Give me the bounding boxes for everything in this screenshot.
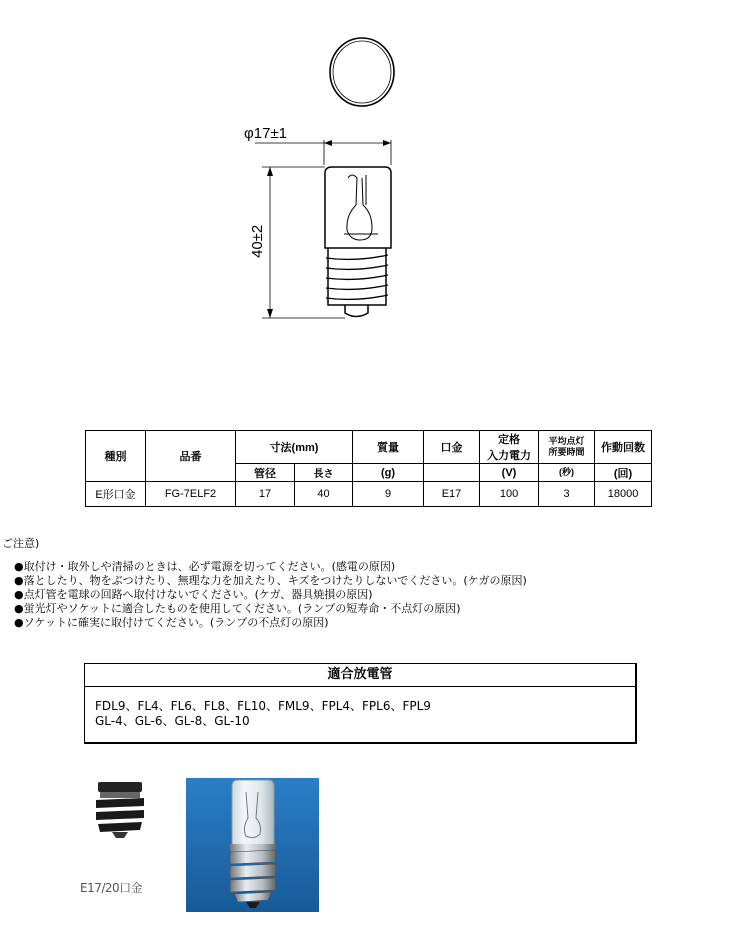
cell-tube-dia: 17 [236, 482, 295, 507]
note-item: ●取付け・取外しや清掃のときは、必ず電源を切ってください。(感電の原因) [14, 560, 396, 573]
compatible-lamps-box [84, 663, 637, 744]
cell-rated-power: 100 [480, 482, 539, 507]
table-row [86, 482, 652, 507]
header-cycles-unit: (回) [595, 464, 652, 482]
lamp-dimension-drawing [0, 0, 730, 400]
header-mass: 質量 [353, 431, 424, 464]
header-part-no: 品番 [146, 431, 236, 482]
cell-base: E17 [424, 482, 480, 507]
cell-part-no: FG-7ELF2 [146, 482, 236, 507]
cell-avg-time: 3 [539, 482, 595, 507]
notes-list [14, 560, 527, 630]
spec-table [85, 430, 652, 507]
avg-time-line2: 所要時間 [548, 447, 585, 457]
avg-time-line1: 平均点灯 [548, 436, 585, 446]
note-item: ●点灯管を電球の回路へ取付けないでください。(ケガ、器具焼損の原因) [14, 588, 373, 601]
header-type: 種別 [86, 431, 146, 482]
header-length: 長さ [295, 464, 353, 482]
cell-cycles: 18000 [595, 482, 652, 507]
header-rated-power [480, 431, 539, 464]
compatible-lamps-title: 適合放電管 [85, 664, 635, 687]
header-base: 口金 [424, 431, 480, 464]
compatible-line-2: GL-4、GL-6、GL-8、GL-10 [95, 714, 250, 728]
note-item: ●蛍光灯やソケットに適合したものを使用してください。(ランプの短寿命・不点灯の原因) [14, 602, 461, 615]
header-base-unit [424, 464, 480, 482]
base-caption: E17/20口金 [80, 881, 143, 895]
note-item: ●ソケットに確実に取付けてください。(ランプの不点灯の原因) [14, 616, 329, 629]
e17-base-icon [90, 780, 150, 842]
diameter-label: φ17±1 [244, 125, 287, 142]
header-mass-unit: (g) [353, 464, 424, 482]
cell-mass: 9 [353, 482, 424, 507]
lamp-side-view [325, 167, 391, 317]
rated-power-line2: 入力電力 [487, 450, 532, 462]
note-item: ●落としたり、物をぶつけたり、無理な力を加えたり、キズをつけたりしないでください。(ケガの原因) [14, 574, 527, 587]
header-cycles: 作動回数 [595, 431, 652, 464]
compatible-lamps-body [85, 687, 635, 729]
height-label: 40±2 [249, 224, 266, 258]
cell-type: E形口金 [86, 482, 146, 507]
compatible-line-1: FDL9、FL4、FL6、FL8、FL10、FML9、FPL4、FPL6、FPL9 [95, 699, 431, 713]
header-tube-dia: 管径 [236, 464, 295, 482]
product-photo [186, 778, 319, 912]
cell-length: 40 [295, 482, 353, 507]
header-dimensions: 寸法(mm) [236, 431, 353, 464]
header-avg-time-unit: (秒) [539, 464, 595, 482]
header-rated-power-unit: (V) [480, 464, 539, 482]
top-view-circle [330, 38, 394, 106]
header-avg-time [539, 431, 595, 464]
notes-title: ご注意) [2, 537, 40, 550]
rated-power-line1: 定格 [498, 434, 521, 446]
